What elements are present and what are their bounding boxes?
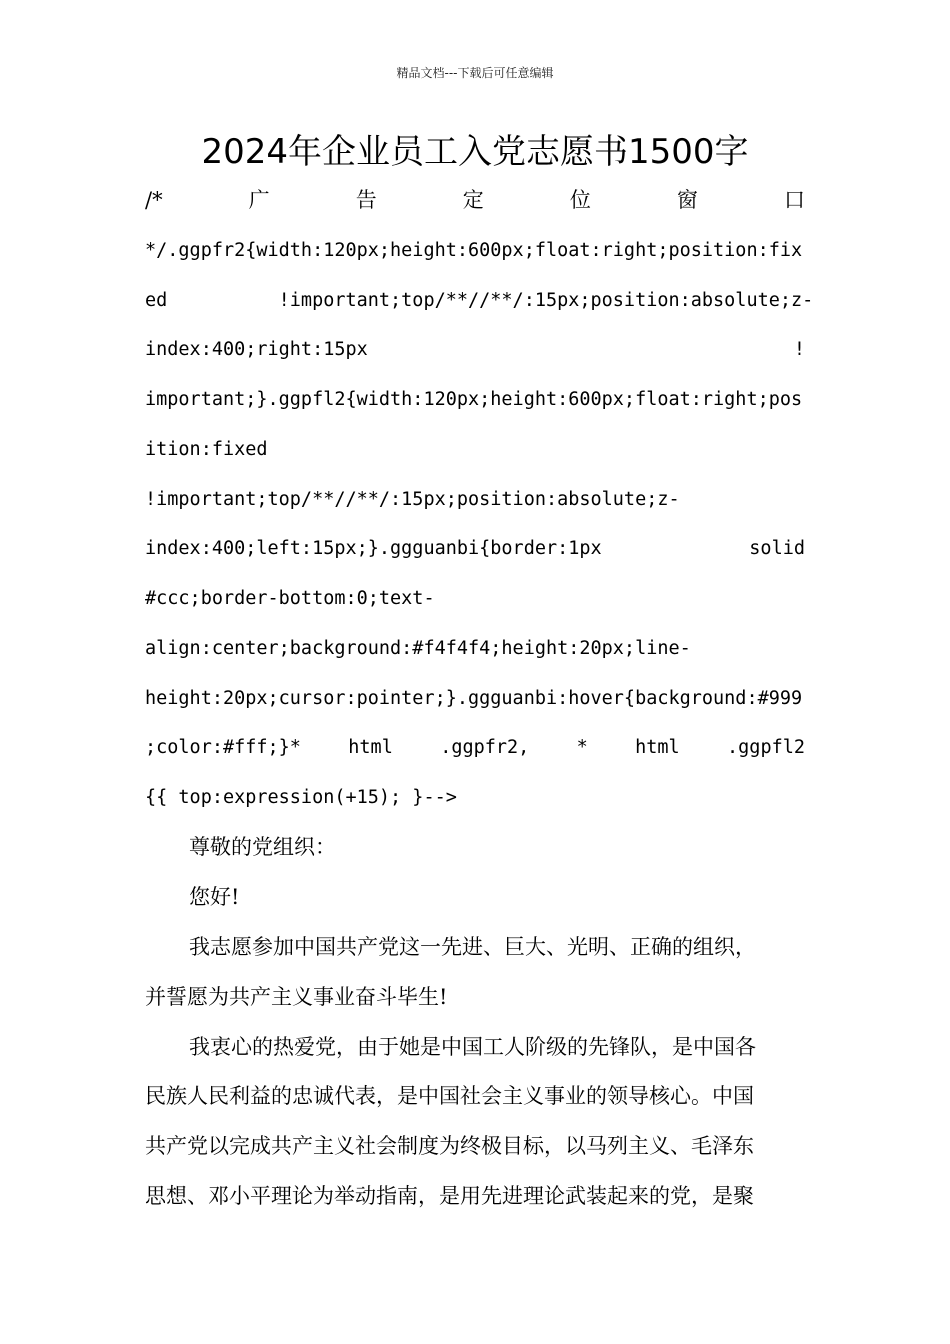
code-fragment: ;color:#fff;}*: [145, 737, 301, 758]
code-fragment: *: [576, 737, 588, 758]
code-line: [145, 336, 805, 364]
page-header: 精品文档---下载后可任意编辑: [396, 66, 554, 80]
paragraph-line: 我衷心的热爱党，由于她是中国工人阶级的先锋队，是中国各: [189, 1035, 756, 1059]
paragraph-line: 思想、邓小平理论为举动指南，是用先进理论武装起来的党，是聚: [145, 1184, 754, 1208]
comment-token: 窗: [676, 188, 698, 212]
code-line: ed !important;top/**//**/:15px;position:absolute;z-: [145, 290, 814, 311]
code-line: #ccc;border-bottom:0;text-: [145, 588, 435, 609]
paragraph-line: 民族人民利益的忠诚代表，是中国社会主义事业的领导核心。中国: [145, 1084, 754, 1108]
comment-token: 广: [248, 188, 270, 212]
code-line: */.ggpfr2{width:120px;height:600px;float:right;position:fix: [145, 240, 803, 261]
paragraph-line: 并誓愿为共产主义事业奋斗毕生!: [145, 985, 448, 1009]
comment-token: 口: [783, 188, 805, 212]
paragraph-line: 共产党以完成共产主义社会制度为终极目标，以马列主义、毛泽东: [145, 1134, 754, 1158]
comment-token: /*: [145, 188, 163, 212]
code-fragment: html: [635, 737, 680, 758]
code-line: important;}.ggpfl2{width:120px;height:600px;float:right;pos: [145, 389, 803, 410]
comment-token: 告: [355, 188, 377, 212]
ad-comment-line: [145, 186, 805, 214]
code-fragment: .ggpfr2,: [440, 737, 530, 758]
code-line: align:center;background:#f4f4f4;height:20px;line-: [145, 638, 691, 659]
code-fragment: !: [793, 339, 805, 360]
code-line: ition:fixed: [145, 439, 268, 460]
code-line: !important;top/**//**/:15px;position:absolute;z-: [145, 489, 680, 510]
code-fragment: solid: [749, 538, 805, 559]
code-line: [145, 535, 805, 563]
salutation: 尊敬的党组织：: [189, 835, 336, 859]
comment-token: 定: [462, 188, 484, 212]
code-line: height:20px;cursor:pointer;}.ggguanbi:hover{background:#999: [145, 688, 803, 709]
code-fragment: .ggpfl2: [727, 737, 805, 758]
document-title: 2024年企业员工入党志愿书1500字: [201, 132, 749, 172]
code-fragment: index:400;left:15px;}.ggguanbi{border:1px: [145, 538, 602, 559]
greeting: 您好!: [189, 885, 240, 909]
code-fragment: html: [348, 737, 393, 758]
paragraph-line: 我志愿参加中国共产党这一先进、巨大、光明、正确的组织，: [189, 935, 756, 959]
code-line: {{ top:expression(+15); }-->: [145, 787, 457, 808]
code-line: [145, 734, 805, 762]
code-fragment: index:400;right:15px: [145, 339, 368, 360]
comment-token: 位: [569, 188, 591, 212]
